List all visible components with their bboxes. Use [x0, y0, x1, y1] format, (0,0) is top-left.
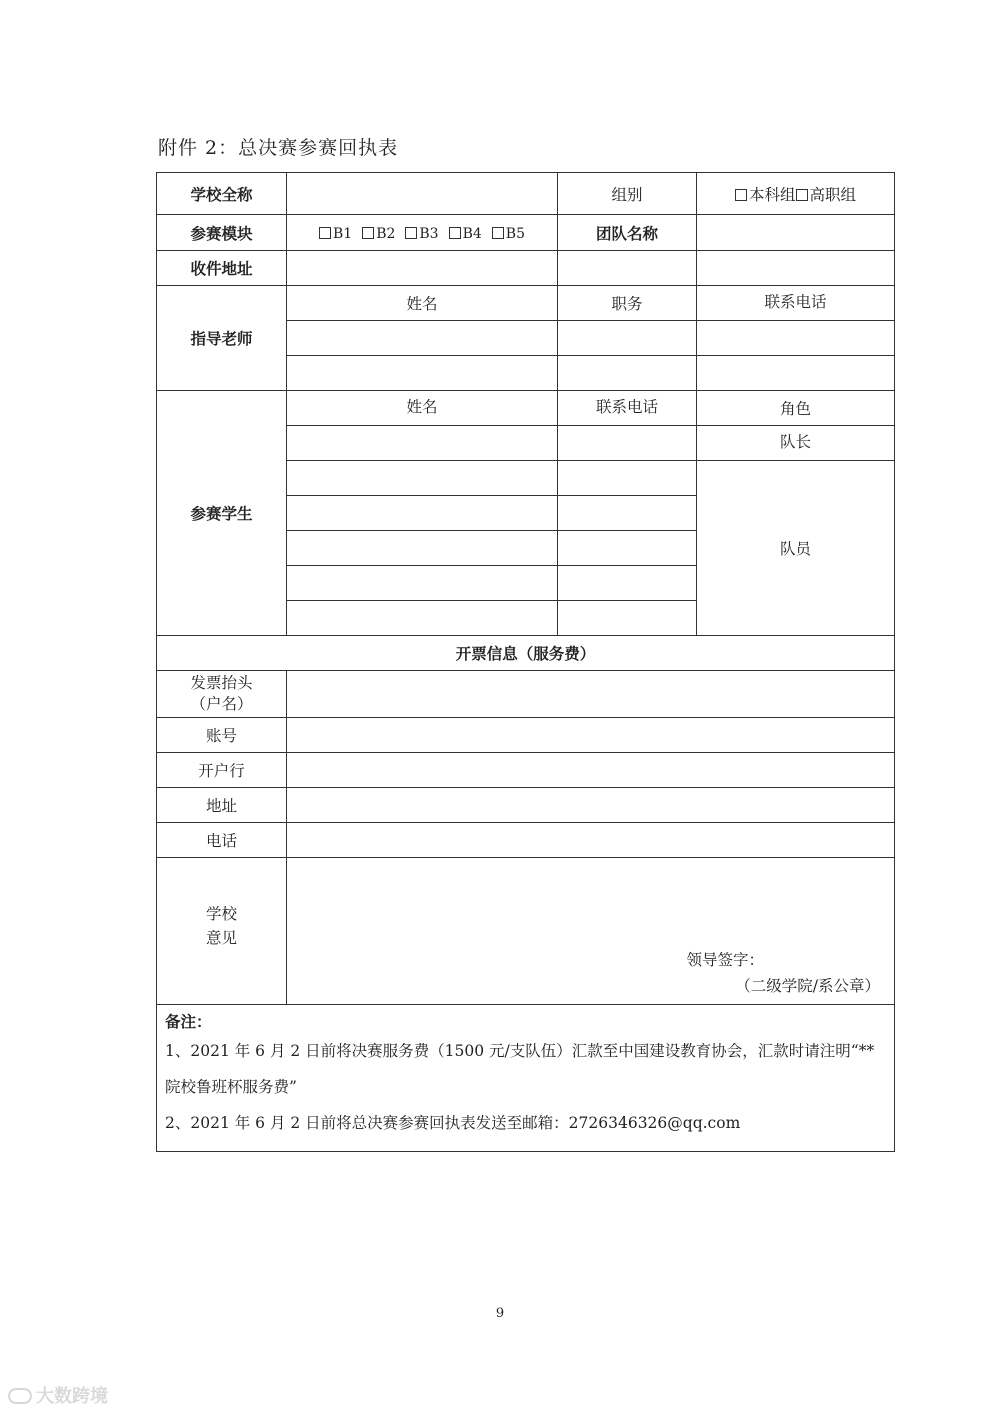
module-checkbox[interactable]	[492, 227, 504, 239]
module-option-label: B5	[505, 225, 525, 242]
student-name-field[interactable]	[287, 566, 558, 601]
bank-field[interactable]	[287, 753, 895, 788]
student-phone-field[interactable]	[558, 531, 697, 566]
address-field-extra[interactable]	[697, 251, 895, 286]
note-line-2: 2、2021 年 6 月 2 日前将总决赛参赛回执表发送至邮箱：2726346326@qq.com	[165, 1114, 741, 1132]
student-phone-field[interactable]	[558, 496, 697, 531]
student-col-phone: 联系电话	[558, 391, 697, 426]
team-name-field[interactable]	[697, 215, 895, 251]
module-option-label: B2	[376, 225, 396, 242]
student-phone-field[interactable]	[558, 426, 697, 461]
invoice-title-field[interactable]	[287, 671, 895, 718]
opinion-label-line2: 意见	[205, 929, 237, 947]
module-checkbox[interactable]	[449, 227, 461, 239]
module-option-label: B1	[332, 225, 353, 242]
opinion-label-cell	[157, 858, 287, 1005]
advisor-col-phone: 联系电话	[697, 286, 895, 321]
student-col-name: 姓名	[287, 391, 558, 426]
page-number: 9	[495, 1306, 505, 1321]
role-captain: 队长	[697, 426, 895, 461]
module-checkbox[interactable]	[362, 227, 374, 239]
opinion-field[interactable]	[287, 858, 895, 1005]
entry-form-table	[156, 172, 895, 1152]
advisor-title-field[interactable]	[558, 356, 697, 391]
advisor-name-field[interactable]	[287, 356, 558, 391]
opinion-label	[157, 902, 286, 950]
opinion-label-line1: 学校	[205, 905, 237, 923]
invoice-header: 开票信息（服务费）	[157, 636, 895, 671]
invoice-phone-label: 电话	[157, 823, 287, 858]
module-option-b2[interactable]	[362, 226, 395, 242]
module-option-label: B3	[419, 225, 439, 242]
module-option-b1[interactable]	[319, 226, 352, 242]
module-option-label: B4	[462, 225, 482, 242]
student-phone-field[interactable]	[558, 566, 697, 601]
vocational-option-label: 高职组	[809, 185, 857, 204]
invoice-address-label: 地址	[157, 788, 287, 823]
undergrad-checkbox[interactable]	[735, 189, 747, 201]
department-seal-label: （二级学院/系公章）	[735, 977, 880, 995]
advisor-col-name: 姓名	[287, 286, 558, 321]
student-phone-field[interactable]	[558, 461, 697, 496]
module-option-b5[interactable]	[492, 226, 525, 242]
account-label: 账号	[157, 718, 287, 753]
address-field[interactable]	[287, 251, 558, 286]
address-label: 收件地址	[157, 251, 287, 286]
school-name-field[interactable]	[287, 173, 558, 215]
module-options	[287, 215, 558, 251]
undergrad-option-label: 本科组	[748, 185, 796, 204]
advisor-title-field[interactable]	[558, 321, 697, 356]
module-label: 参赛模块	[157, 215, 287, 251]
notes-section	[157, 1005, 895, 1152]
page-title: 附件 2：总决赛参赛回执表	[158, 137, 399, 159]
watermark	[8, 1382, 108, 1408]
student-name-field[interactable]	[287, 601, 558, 636]
module-checkbox[interactable]	[405, 227, 417, 239]
group-options	[697, 173, 895, 215]
student-phone-field[interactable]	[558, 601, 697, 636]
invoice-phone-field[interactable]	[287, 823, 895, 858]
team-name-label: 团队名称	[558, 215, 697, 251]
note-line-1: 1、2021 年 6 月 2 日前将决赛服务费（1500 元/支队伍）汇款至中国建设教育协会，汇款时请注明“**院校鲁班杯服务费”	[165, 1042, 875, 1096]
module-checkbox[interactable]	[319, 227, 331, 239]
leader-signature-label: 领导签字：	[686, 951, 764, 969]
advisor-name-field[interactable]	[287, 321, 558, 356]
account-field[interactable]	[287, 718, 895, 753]
invoice-title-label	[157, 671, 287, 718]
student-name-field[interactable]	[287, 496, 558, 531]
group-label: 组别	[558, 173, 697, 215]
bank-label: 开户行	[157, 753, 287, 788]
module-option-b3[interactable]	[405, 226, 438, 242]
watermark-text: 大数跨境	[36, 1386, 108, 1407]
advisor-phone-field[interactable]	[697, 321, 895, 356]
notes-header: 备注：	[165, 1012, 212, 1031]
student-name-field[interactable]	[287, 461, 558, 496]
module-option-b4[interactable]	[449, 226, 482, 242]
invoice-title-label-line1: 发票抬头	[190, 674, 253, 692]
student-col-role: 角色	[697, 391, 895, 426]
vocational-checkbox[interactable]	[796, 189, 808, 201]
advisor-label: 指导老师	[157, 286, 287, 391]
student-name-field[interactable]	[287, 531, 558, 566]
role-member: 队员	[697, 461, 895, 636]
advisor-phone-field[interactable]	[697, 356, 895, 391]
address-field-extra[interactable]	[558, 251, 697, 286]
watermark-logo-icon	[8, 1388, 32, 1404]
student-name-field[interactable]	[287, 426, 558, 461]
invoice-address-field[interactable]	[287, 788, 895, 823]
invoice-title-label-line2: （户名）	[190, 695, 253, 713]
advisor-col-title: 职务	[558, 286, 697, 321]
students-label: 参赛学生	[157, 391, 287, 636]
school-name-label: 学校全称	[157, 173, 287, 215]
